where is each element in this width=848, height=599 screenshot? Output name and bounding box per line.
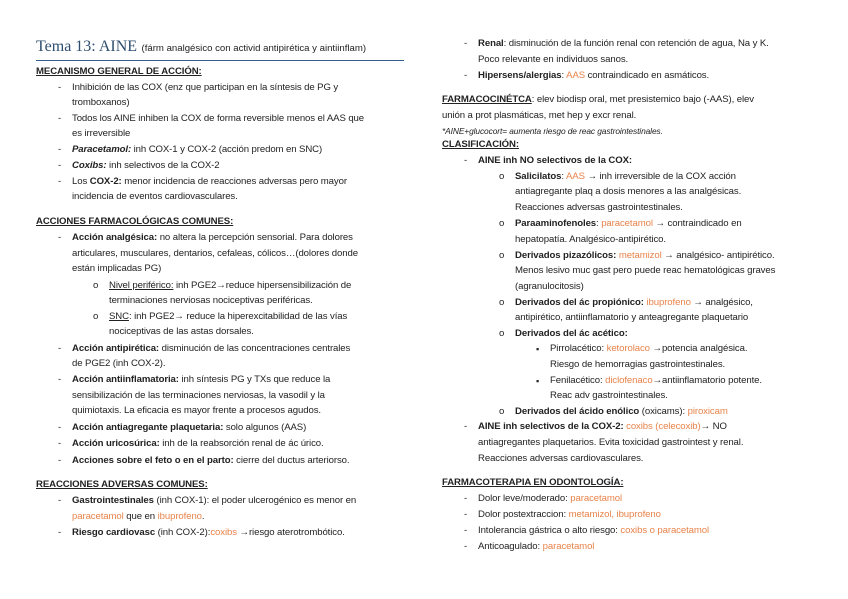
reaccion-item: - Renal: disminución de la función renal con retención de agua, Na y K. xyxy=(478,38,769,50)
farmacoterapia-item: - Anticoagulado: paracetamol xyxy=(478,541,594,553)
title-main: Tema 13: AINE xyxy=(36,38,138,55)
clasificacion-group-cont: Reacciones adversas cardiovasculares. xyxy=(478,453,644,464)
clasificacion-item: o Derivados del ác acético: xyxy=(515,328,628,340)
clasificacion-item: o Derivados pizazólicos: metamizol → analgésico- antipirético. xyxy=(515,250,775,262)
farmacocinetica-heading: FARMACOCINÉTCA xyxy=(442,94,532,105)
clasificacion-group: - AINE inh NO selectivos de la COX: xyxy=(478,155,632,167)
accion-item: - Acción antiagregante plaquetaria: solo algunos (AAS) xyxy=(72,422,306,434)
accion-item-cont: están implicadas PG) xyxy=(72,263,162,274)
farmacoterapia-heading: FARMACOTERAPIA EN ODONTOLOGÍA: xyxy=(442,477,624,488)
farmacocinetica-line: FARMACOCINÉTCA: elev biodisp oral, met presistemico bajo (-AAS), elev xyxy=(442,94,754,105)
accion-item-cont: sensibilización de las terminaciones nerviosas, la vasodil y la xyxy=(72,390,325,401)
clasificacion-item-cont: hepatopatía. Analgésico-antipirético. xyxy=(515,234,666,245)
farmacocinetica-note: *AINE+glucocort= aumenta riesgo de reac gastrointestinales. xyxy=(442,126,663,136)
clasificacion-subitem-cont: Reac adv gastrointestinales. xyxy=(550,390,668,401)
clasificacion-item-cont: (agranulocitosis) xyxy=(515,281,584,292)
clasificacion-item: o Salicilatos: AAS → inh irreversible de la COX acción xyxy=(515,171,736,183)
mecanismo-item-cont: es irreversible xyxy=(72,128,131,139)
farmacocinetica-cont: unión a prot plasmáticas, met hep y excr renal. xyxy=(442,110,637,121)
clasificacion-item-cont: antiagregante plaq a dosis menores a las analgésicas. xyxy=(515,186,742,197)
mecanismo-item: - Coxibs: inh selectivos de la COX-2 xyxy=(72,160,220,172)
clasificacion-group-cont: antiagregantes plaquetarios. Evita toxicidad gastrointest y renal. xyxy=(478,437,744,448)
mecanismo-item: - Todos los AINE inhiben la COX de forma reversible menos el AAS que xyxy=(72,113,364,125)
clasificacion-item-cont: Reacciones adversas gastrointestinales. xyxy=(515,202,683,213)
reaccion-item: - Hipersens/alergias: AAS contraindicado en asmáticos. xyxy=(478,70,709,82)
mecanismo-item-cont: tromboxanos) xyxy=(72,97,130,108)
acciones-heading: ACCIONES FARMACOLÓGICAS COMUNES: xyxy=(36,216,234,227)
accion-subitem: o SNC: inh PGE2→ reduce la hiperexcitabilidad de las vías xyxy=(109,311,347,323)
clasificacion-item-cont: antipirético, antiinflamatorio y anteagregante plaquetario xyxy=(515,312,749,323)
clasificacion-subitem: ▪ Pirrolacético: ketorolaco →potencia analgésica. xyxy=(550,343,747,355)
reaccion-item-cont: paracetamol que en ibuprofeno. xyxy=(72,511,205,522)
accion-item-cont: articulares, musculares, dentarios, cefaleas, cólicos…(dolores donde xyxy=(72,248,358,259)
mecanismo-heading: MECANISMO GENERAL DE ACCIÓN: xyxy=(36,66,202,77)
accion-item: - Acciones sobre el feto o en el parto: cierre del ductus arteriorso. xyxy=(72,455,349,467)
accion-item: - Acción analgésica: no altera la percepción sensorial. Para dolores xyxy=(72,232,353,244)
accion-subitem-cont: terminaciones nerviosas nociceptivas periféricas. xyxy=(109,295,313,306)
reaccion-item: - Gastrointestinales (inh COX-1): el poder ulcerogénico es menor en xyxy=(72,495,356,507)
reaccion-item: - Riesgo cardiovasc (inh COX-2):coxibs →riesgo aterotrombótico. xyxy=(72,527,345,539)
accion-subitem-cont: nociceptivas de las astas dorsales. xyxy=(109,326,254,337)
clasificacion-heading: CLASIFICACIÓN: xyxy=(442,139,519,150)
reacciones-heading: REACCIONES ADVERSAS COMUNES: xyxy=(36,479,208,490)
mecanismo-item: - Paracetamol: inh COX-1 y COX-2 (acción predom en SNC) xyxy=(72,144,322,156)
clasificacion-subitem: ▪ Fenilacético: diclofenaco→antiinflamatorio potente. xyxy=(550,375,762,387)
title-subtitle: (fárm analgésico con activid antipirética y aintiinflam) xyxy=(141,43,367,54)
title-divider xyxy=(36,60,404,61)
accion-item-cont: de PGE2 (inh COX-2). xyxy=(72,358,166,369)
clasificacion-item-cont: Menos lesivo muc gast pero puede reac hematológicas graves xyxy=(515,265,776,276)
mecanismo-item: - Los COX-2: menor incidencia de reacciones adversas pero mayor xyxy=(72,176,347,188)
clasificacion-item: o Paraaminofenoles: paracetamol → contraindicado en xyxy=(515,218,742,230)
page-title xyxy=(36,38,366,56)
clasificacion-subitem-cont: Riesgo de hemorragias gastrointestinales. xyxy=(550,359,726,370)
accion-item: - Acción antipirética: disminución de las concentraciones centrales xyxy=(72,343,350,355)
farmacoterapia-item: - Intolerancia gástrica o alto riesgo: coxibs o paracetamol xyxy=(478,525,709,537)
mecanismo-item-cont: incidencia de eventos cardiovasculares. xyxy=(72,191,238,202)
accion-subitem: o Nivel periférico: inh PGE2→reduce hipersensibilización de xyxy=(109,280,351,292)
clasificacion-item: o Derivados del ác propiónico: ibuprofeno → analgésico, xyxy=(515,297,753,309)
farmacoterapia-item: - Dolor postextraccion: metamizol, ibuprofeno xyxy=(478,509,661,521)
accion-item: - Acción antiinflamatoria: inh síntesis PG y TXs que reduce la xyxy=(72,374,330,386)
farmacoterapia-item: - Dolor leve/moderado: paracetamol xyxy=(478,493,622,505)
reaccion-item-cont: Poco relevante en individuos sanos. xyxy=(478,54,629,65)
mecanismo-item: - Inhibición de las COX (enz que participan en la síntesis de PG y xyxy=(72,82,338,94)
clasificacion-group: - AINE inh selectivos de la COX-2: coxibs (celecoxib)→ NO xyxy=(478,421,727,433)
accion-item-cont: quimiotaxis. La eficacia es mayor frente a procesos agudos. xyxy=(72,405,322,416)
clasificacion-item: o Derivados del ácido enólico (oxicams): piroxicam xyxy=(515,406,728,418)
accion-item: - Acción uricosúrica: inh de la reabsorción renal de ác úrico. xyxy=(72,438,324,450)
